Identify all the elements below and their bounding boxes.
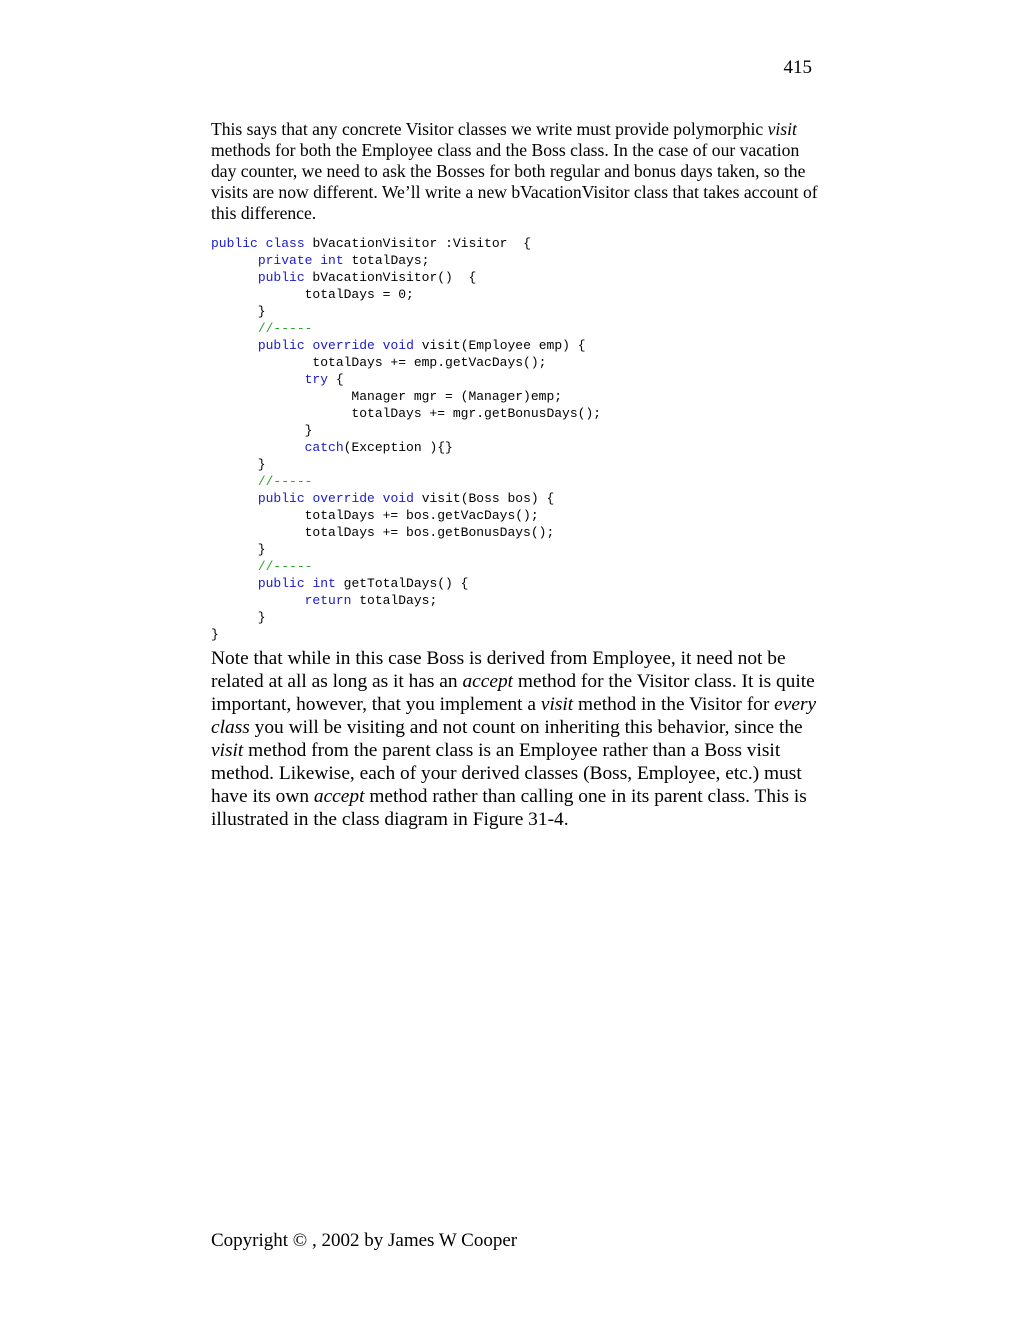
code-keyword: try [304,372,329,387]
note-text-3: method in the Visitor for [573,694,775,715]
code-text: } [211,542,266,557]
code-line [211,626,601,643]
code-text: totalDays += bos.getVacDays(); [211,508,539,523]
code-text: getTotalDays() { [335,576,469,591]
code-text [211,270,258,285]
note-paragraph [211,647,821,831]
code-text: totalDays; [343,253,430,268]
note-text-1: Note that while in this case Boss is derived from Employee, it need not be related at all as long as it has an [211,648,786,692]
code-line [211,456,601,473]
code-line [211,354,601,371]
code-text [211,593,305,608]
code-keyword: class [265,236,305,251]
code-keyword: int [312,576,336,591]
code-text: totalDays += bos.getBonusDays(); [211,525,555,540]
code-line [211,235,601,252]
code-text [211,338,258,353]
code-keyword: int [320,253,344,268]
code-line [211,388,601,405]
note-emphasis-every-class: every class [211,694,817,738]
code-keyword: override [312,338,375,353]
code-text: bVacationVisitor() { [304,270,477,285]
code-text: (Exception ){} [343,440,453,455]
code-comment: //----- [257,321,313,336]
code-line [211,422,601,439]
note-emphasis-visit-2: visit [211,740,244,761]
code-keyword: public [257,576,305,591]
code-text: } [211,610,266,625]
code-line [211,337,601,354]
intro-emphasis-visit: visit [767,119,797,139]
intro-paragraph [211,119,821,224]
note-text-5: method from the parent class is an Employee rather than a Boss visit method. Likewise, each of your derived classes (Boss, Employee, etc.) must have its own [211,740,802,807]
code-text [211,321,258,336]
code-keyword: private [257,253,313,268]
code-text: visit(Employee emp) { [413,338,586,353]
code-text: } [211,627,219,642]
code-comment: //----- [257,559,313,574]
code-keyword: public [257,491,305,506]
code-line [211,507,601,524]
note-emphasis-visit: visit [540,694,574,715]
note-text-4: you will be visiting and not count on inheriting this behavior, since the [249,717,803,738]
code-line [211,371,601,388]
code-keyword: override [312,491,375,506]
note-text-2: method for the Visitor class. It is quite important, however, that you implement a [211,671,815,715]
intro-text-2: methods for both the Employee class and the Boss class. In the case of our vacation day counter, we need to ask the Bosses for both regular and bonus days taken, so the visits are now different. We’ll write a new bVacationVisitor class that takes account of this difference. [211,140,818,223]
code-text [211,253,258,268]
code-keyword: catch [304,440,344,455]
code-line [211,575,601,592]
code-text: totalDays += mgr.getBonusDays(); [211,406,602,421]
code-text [375,491,383,506]
code-text [211,559,258,574]
code-line [211,286,601,303]
code-line [211,252,601,269]
code-text [211,474,258,489]
code-keyword: void [382,338,414,353]
code-line [211,541,601,558]
code-text: } [211,423,313,438]
code-line [211,473,601,490]
code-text: totalDays; [351,593,438,608]
code-text: } [211,304,266,319]
code-line [211,592,601,609]
code-text: Manager mgr = (Manager)emp; [211,389,563,404]
code-line [211,439,601,456]
copyright-footer: Copyright © , 2002 by James W Cooper [211,1230,518,1251]
code-line [211,320,601,337]
code-text [211,440,305,455]
code-text: } [211,457,266,472]
code-keyword: public [257,270,305,285]
code-text: totalDays += emp.getVacDays(); [211,355,547,370]
code-text: visit(Boss bos) { [413,491,555,506]
code-text: bVacationVisitor :Visitor { [304,236,531,251]
code-listing [211,235,601,643]
code-text [211,372,305,387]
code-text [258,236,266,251]
code-text [211,491,258,506]
code-keyword: public [211,236,258,251]
code-comment: //----- [257,474,313,489]
code-line [211,303,601,320]
code-keyword: return [304,593,352,608]
note-text-6: method rather than calling one in its parent class. This is illustrated in the class diagram in Figure 31-4. [211,786,807,830]
note-emphasis-accept-2: accept [313,786,365,807]
code-line [211,405,601,422]
page-number: 415 [783,57,812,78]
code-line [211,558,601,575]
code-line [211,269,601,286]
code-text [375,338,383,353]
code-keyword: void [382,491,414,506]
code-line [211,490,601,507]
intro-text-1: This says that any concrete Visitor classes we write must provide polymorphic [211,119,768,139]
code-text: { [328,372,344,387]
code-line [211,524,601,541]
code-line [211,609,601,626]
code-text: totalDays = 0; [211,287,414,302]
code-keyword: public [257,338,305,353]
note-emphasis-accept: accept [462,671,514,692]
code-text [211,576,258,591]
